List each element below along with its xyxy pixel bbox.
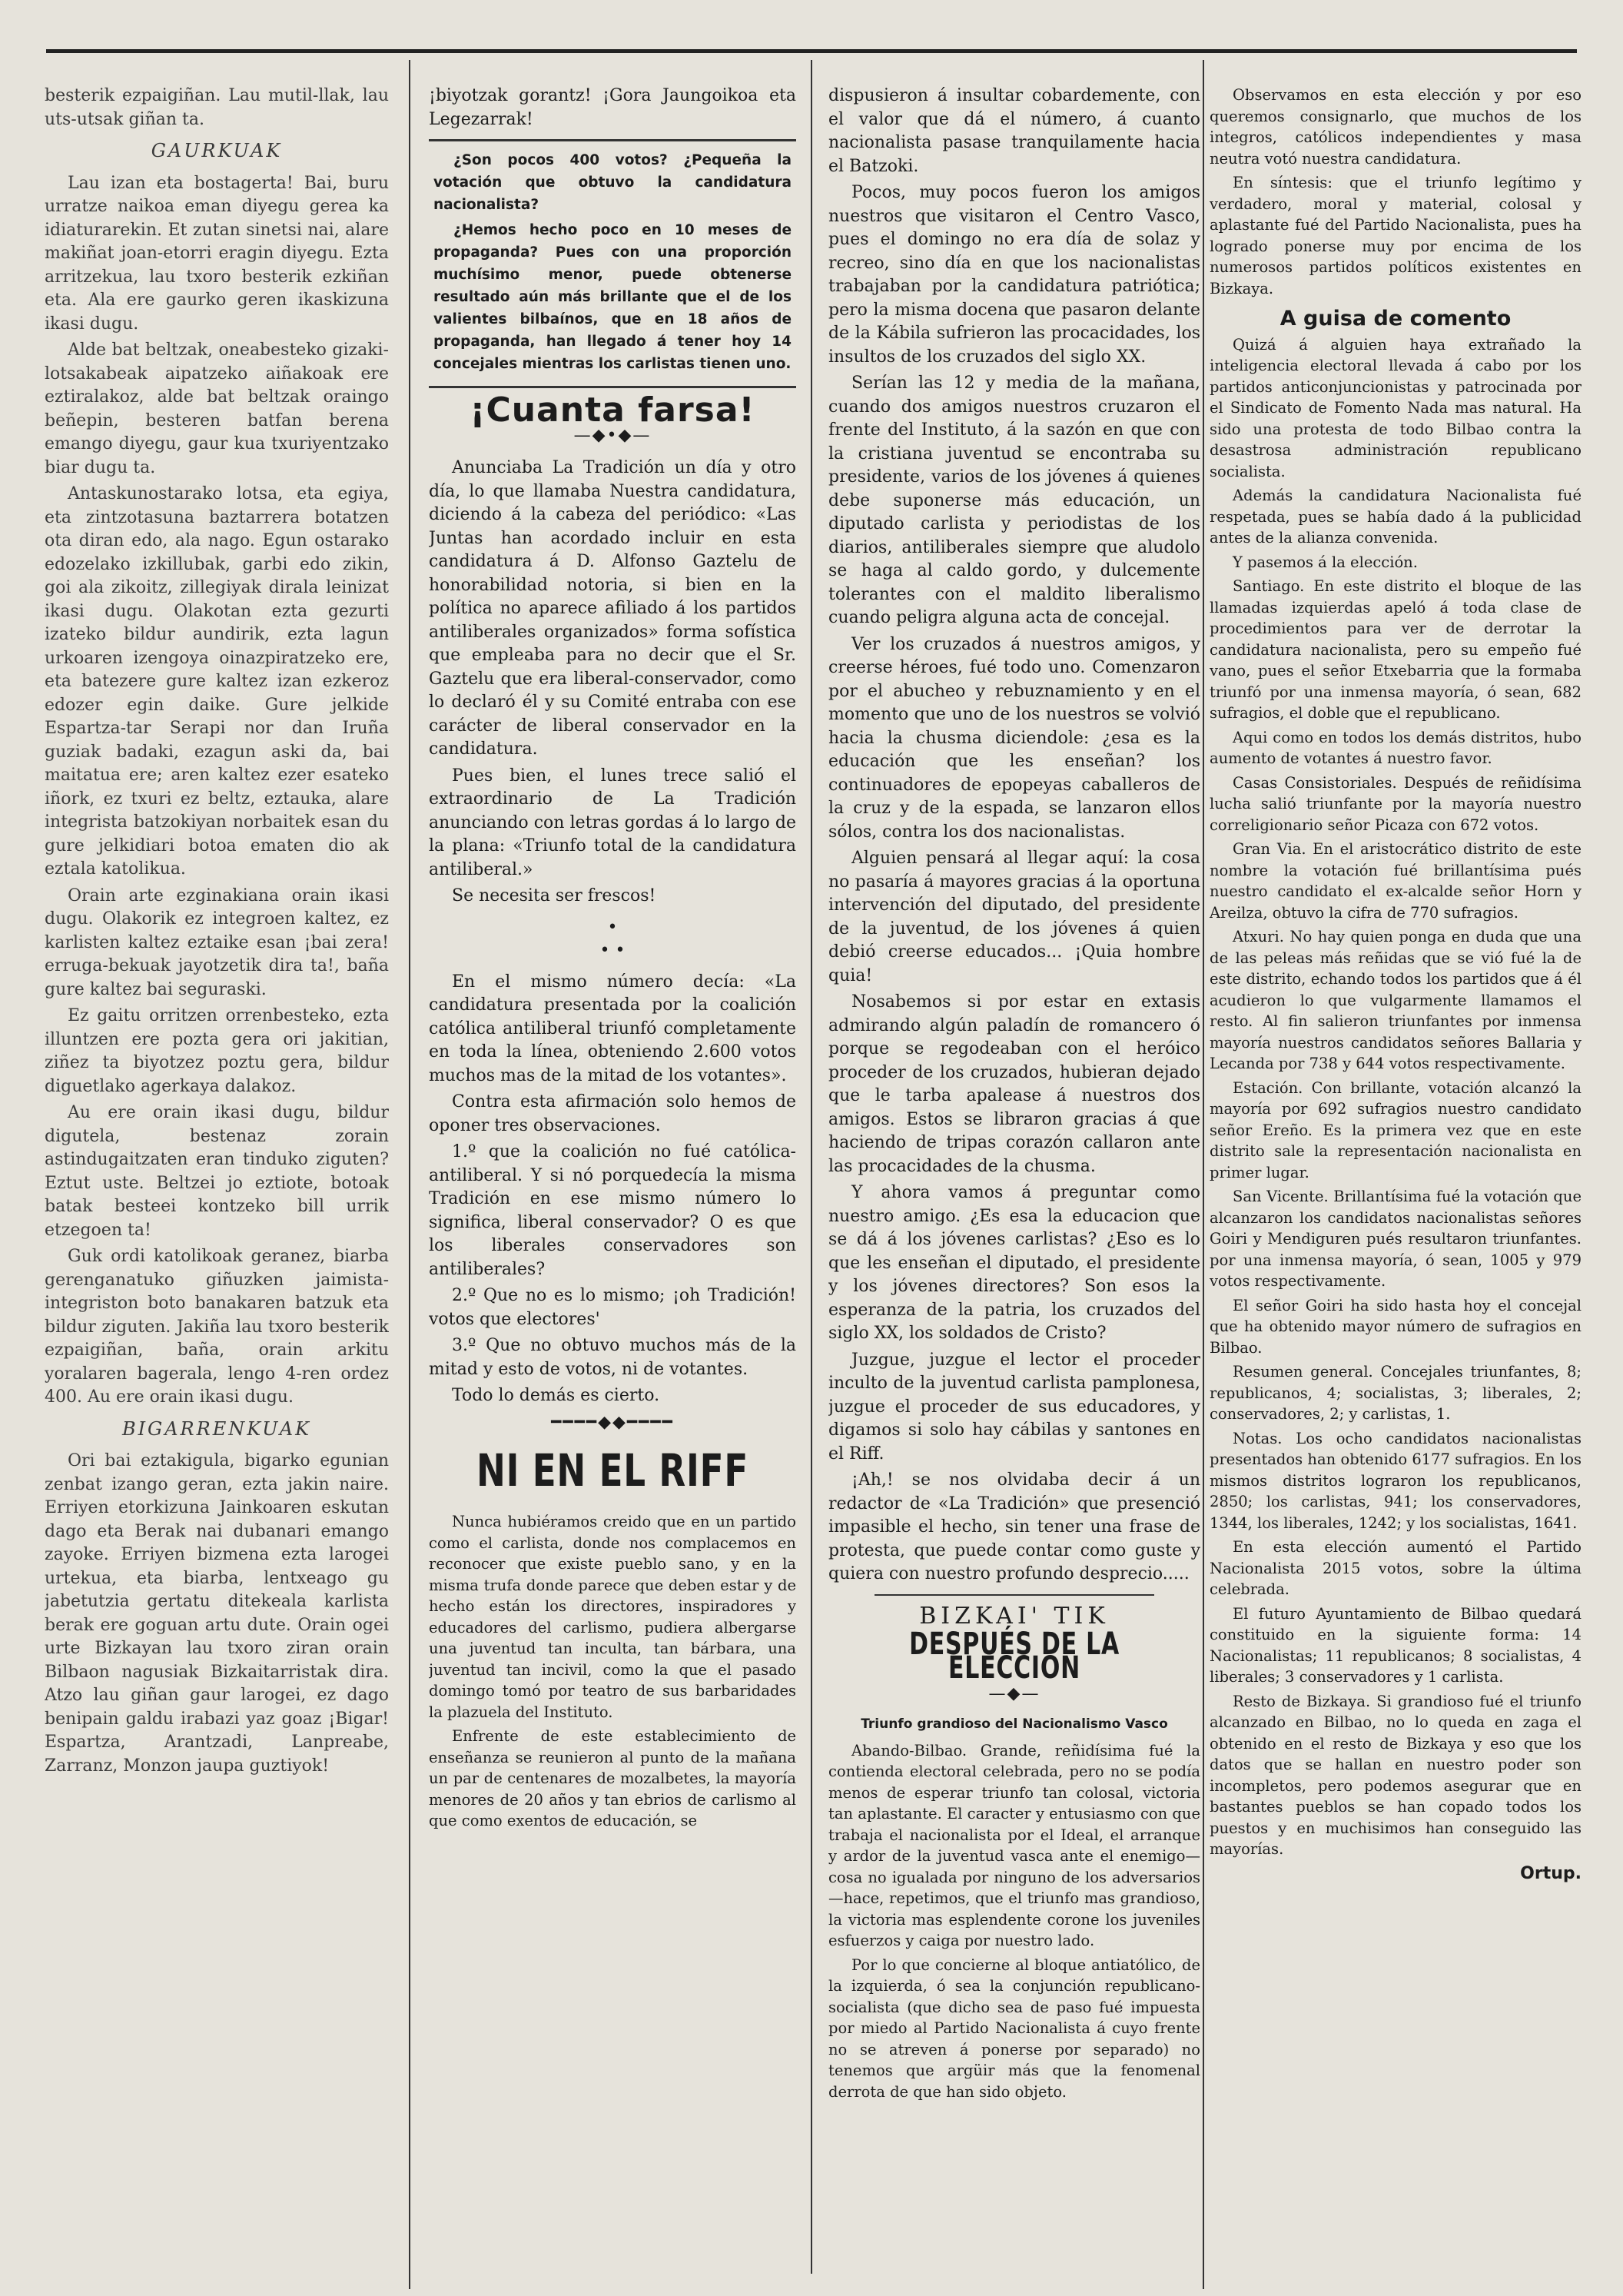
paragraph: ¿Son pocos 400 votos? ¿Pequeña la votación que obtuvo la candidatura nacionalista? — [433, 152, 792, 213]
paragraph: San Vicente. Brillantísima fué la votación que alcanzaron los candidatos nacionalistas señores Goiri y Mendiguren pués resultaron triunfantes. por una inmensa mayoría, ó sean, 1005 y 979 votos respectivamente. — [1210, 1188, 1582, 1290]
ornament: —◆•◆— — [573, 425, 652, 445]
signature: Ortup. — [1520, 1863, 1582, 1883]
paragraph: ¡Ah,! se nos olvidaba decir á un redactor de «La Tradición» que presenció impasible el hecho, sin tener una frase de protesta, que puede contar como guste y quiera con nuestro profundo desprecio..... — [828, 1470, 1200, 1583]
paragraph: Ori bai eztakigula, bigarko egunian zenbat izango geran, ezta jakin naire. Erriyen etorkizuna Jainkoaren eskutan dago eta Berak nai dubanari emango zayoke. Erriyen bizmena ezta larogei urtekua, eta biarba, lentxeago gu jabetutzia gertatu ditekeala karlista berak ere goguan artu dute. Orain ogei urte Bizkayan lau txoro ziran orain Bilbaon nagusiak Bizkaitarristak dira. Atzo lau giñan gaur larogei, ez dago benipain galdu irabazi yaz goaz ¡Bigar! Espartza, Arantzadi, Lanpreabe, Zarranz, Monzon jaupa guztiyok! — [45, 1451, 389, 1776]
article-subheadline: Triunfo grandioso del Nacionalismo Vasco — [861, 1716, 1168, 1732]
paragraph: Orain arte ezginakiana orain ikasi dugu. Olakorik ez integroen kaltez, ez karlisten kaltez eztaike esan ¡bai zera! erruga-bekuak jayotzetik dira ta!, baña gure kaltez bai seguraski. — [45, 886, 389, 999]
paragraph: Au ere orain ikasi dugu, bildur digutela, bestenaz zorain astindugaitzaten eran tinduko ziguten? Eztut uste. Beltzei jo eztiote, botoak batak besteei kontzeko bill urrik etzegoen ta! — [45, 1103, 389, 1240]
divider — [875, 1594, 1154, 1596]
paragraph: 3.º Que no obtuvo muchos más de la mitad y esto de votos, ni de votantes. — [429, 1336, 796, 1379]
paragraph: Gran Via. En el aristocrático distrito de este nombre la votación fué brillantísima pués nuestro candidato el ex-alcalde señor Horn y Areilza, obtuvo la cifra de 770 sufragios. — [1210, 840, 1582, 922]
column-1 — [45, 85, 389, 2268]
paragraph: Y pasemos á la elección. — [1233, 553, 1418, 571]
paragraph: Guk ordi katolikoak geranez, biarba gerenganatuko giñuzken jaimista-integriston boto banakaren batzuk eta bildur ziguten. Jakiña lau txoro besterik ezpaigiñan, baña, orain arkitu yoralaren bagerala, lengo 4-ren ordez 400. Au ere orain ikasi dugu. — [45, 1247, 389, 1407]
paragraph: Casas Consistoriales. Después de reñidísima lucha salió triunfante por la mayoría nuestro correligionario señor Picaza con 672 votos. — [1210, 773, 1582, 834]
paragraph: Se necesita ser frescos! — [452, 886, 656, 905]
paragraph: Observamos en esta elección y por eso queremos consignarlo, que muchos de los integros, católicos independientes y masa neutra votó nuestra candidatura. — [1210, 86, 1582, 168]
article-headline: NI EN EL RIFF — [476, 1444, 749, 1497]
paragraph: Notas. Los ocho candidatos nacionalistas presentados han obtenido 6177 sufragios. En los mismos distritos lograron los republicanos, 2850; los carlistas, 941; los conservadores, 1344, los liberales, 1242; y los socialistas, 1641. — [1210, 1429, 1582, 1532]
paragraph: Pues bien, el lunes trece salió el extraordinario de La Tradición anunciando con letras gordas á lo largo de la plana: «Triunfo total de la candidatura antiliberal.» — [429, 766, 796, 879]
paragraph: besterik ezpaigiñan. Lau mutil-llak, lau uts-utsak giñan ta. — [45, 86, 389, 129]
paragraph: Abando-Bilbao. Grande, reñidísima fué la contienda electoral celebrada, pero no se podía menos de esperar triunfo tan colosal, victoria tan aplastante. El caracter y entusiasmo con que trabaja el nacionalista por el Ideal, el arranque y ardor de la juventud vasca ante el enemigo—cosa no igualada por ninguno de los adversarios—hace, repetimos, que el triunfo mas grandioso, la victoria mas esplendente corone los juveniles esfuerzos y caiga por nuestro lado. — [828, 1741, 1200, 1949]
paragraph: Y ahora vamos á preguntar como nuestro amigo. ¿Es esa la educacion que se dá á los jóvenes carlistas? ¿Eso es lo que les enseñan el diputado, el presidente y los jóvenes directores? Son esos la esperanza de la patria, los cruzados del siglo XX, los soldados de Cristo? — [828, 1183, 1200, 1343]
paragraph: En esta elección aumentó el Partido Nacionalista 2015 votos, sobre la última celebrada. — [1210, 1538, 1582, 1598]
paragraph: El señor Goiri ha sido hasta hoy el concejal que ha obtenido mayor número de sufragios en Bilbao. — [1210, 1296, 1582, 1357]
paragraph: Quizá á alguien haya extrañado la inteligencia electoral llevada á cabo por los partidos anticonjuncionistas y patrocinada por el Sindicato de Fomento Nada mas natural. Ha sido una protesta de todo Bilbao contra la desastrosa administración republicano socialista. — [1210, 335, 1582, 480]
paragraph: Alde bat beltzak, oneabesteko gizaki-lotsakabeak aipatzeko aiñakoak ere eztiralakoz, alde bat beltzak oraingo beñepin, besteren batfan berena emango diyegu, gaur kua txuriyentzako biar dugu ta. — [45, 341, 389, 477]
paragraph: Contra esta afirmación solo hemos de oponer tres observaciones. — [429, 1092, 796, 1135]
paragraph: Lau izan eta bostagerta! Bai, buru urratze naikoa eman diyegu gerea ka idiaturarekin. Et zutan sinetsi nai, alare makiñat joan-etorri eragin diyegu. Ezta arritzekua, lau txoro besterik ezkiñan eta. Ala ere gaurko geren ikaskizuna ikasi dugu. — [45, 173, 389, 334]
paragraph: Serían las 12 y media de la mañana, cuando dos amigos nuestros cruzaron el frente del Instituto, á la sazón en que con la cristiana juventud se encontraba su presidente, varios de los jóvenes á quienes debe suponerse más educación, un diputado carlista y periodistas de los diarios, antiliberales siempre que aludolo se haga al caldo gordo, y dulcemente tolerantes con el maldito liberalismo cuando peligra alguna acta de concejal. — [828, 374, 1200, 627]
paragraph: Resto de Bizkaya. Si grandioso fué el triunfo alcanzado en Bilbao, no lo queda en zaga el obtenido en el resto de Bizkaya y eso que los datos que se hallan en nuestro poder son incompletos, pero podemos asegurar que en bastantes pueblos se han copado todos los puestos y en muchisimos han conseguido las mayorías. — [1210, 1692, 1582, 1858]
section-heading: BIGARRENKUAK — [121, 1417, 312, 1440]
column-rule — [409, 60, 410, 2289]
paragraph: Nosabemos si por estar en extasis admirando algún paladín de romancero ó porque se regodeaban con el heróico proceder de los cruzados, hubieran dejado que le tarba apalease á nuestros dos amigos. Estos se libraron gracias á que haciendo de tripas corazón callaron ante las procacidades de la chusma. — [828, 992, 1200, 1176]
paragraph: En el mismo número decía: «La candidatura presentada por la coalición católica antiliberal triunfó completamente en toda la línea, obteniendo 2.600 votos muchos mas de la mitad de los votantes». — [429, 972, 796, 1085]
article-headline: DESPUÉS DE LA ELECCIÓN — [909, 1626, 1120, 1686]
paragraph: Ver los cruzados á nuestros amigos, y creerse héroes, fué todo uno. Comenzaron por el abucheo y rebuznamiento y en el momento que uno de los nuestros se volvió hacia la chusma diciendole: ¿esa es la educación que les enseñan? los continuadores de epopeyas caballeros de la cruz y de la espada, se lanzaron ellos sólos, contra los dos nacionalistas. — [828, 634, 1200, 842]
paragraph: Resumen general. Concejales triunfantes, 8; republicanos, 4; socialistas, 3; liberales, 2; conservadores, 2; y carlistas, 1. — [1210, 1363, 1582, 1423]
article-headline: ¡Cuanta farsa! — [470, 390, 755, 430]
paragraph: Santiago. En este distrito el bloque de las llamadas izquierdas apeló á toda clase de procedimientos para ver de derrotar la candidatura nacionalista, pero su empeño fué vano, pues el señor Etxebarria que la formaba triunfó por una inmensa mayoría, ó sean, 682 sufragios, el doble que el republicano. — [1210, 577, 1582, 722]
column-4 — [1210, 85, 1582, 2260]
paragraph: Por lo que concierne al bloque antiatólico, de la izquierda, ó sea la conjunción republicano-socialista (que dicho sea de paso fué impuesta por miedo al Partido Nacionalista á cuyo frente no se atreven á ponerse por separado) no tenemos que argüir más que la fenomenal derrota de que han sido objeto. — [828, 1955, 1200, 2101]
section-heading: A guisa de comento — [1279, 307, 1512, 331]
section-heading: GAURKUAK — [151, 140, 283, 161]
paragraph: Además la candidatura Nacionalista fué respetada, pues se había dado á la publicidad antes de la alianza convenida. — [1210, 487, 1582, 547]
paragraph: Todo lo demás es cierto. — [452, 1386, 660, 1405]
paragraph: Pocos, muy pocos fueron los amigos nuestros que visitaron el Centro Vasco, pues el domingo no era día de solaz y recreo, sino día en que los nacionalistas trabajaban por la candidatura patriótica; pero la misma docena que pasaron delante de la Kábila sufrieron las procacidades, los insultos de los cruzados del siglo XX. — [828, 183, 1200, 367]
paragraph: dispusieron á insultar cobardemente, con el valor que dá el número, á cuanto nacionalista pasase tranquilamente hacia el Batzoki. — [828, 86, 1200, 176]
column-3 — [828, 85, 1200, 2237]
paragraph: El futuro Ayuntamiento de Bilbao quedará constituido en la siguiente forma: 14 Nacionalistas; 11 republicanos; 8 socialistas, 4 liberales; 3 conservadores y 1 carlista. — [1210, 1604, 1582, 1686]
column-rule — [1203, 60, 1204, 2289]
paragraph: Estación. Con brillante, votación alcanzó la mayoría por 692 sufragios nuestro candidato señor Ereño. Es la primera vez que en este distrito sale la representación nacionalista en primer lugar. — [1210, 1078, 1582, 1181]
column-2 — [429, 85, 796, 2275]
column-rule — [811, 60, 812, 2274]
paragraph: Alguien pensará al llegar aquí: la cosa no pasaría á mayores gracias á la oportuna intervención del diputado, del presidente de la juventud, de los jóvenes á quien debió creerse educados... ¡Quia hombre quia! — [828, 849, 1200, 985]
paragraph: En síntesis: que el triunfo legítimo y verdadero, moral y material, colosal y aplastante fué del Partido Nacionalista, pues ha logrado ponerse muy por encima de los numerosos partidos políticos existentes en Bizkaya. — [1210, 174, 1582, 297]
top-rule — [46, 49, 1577, 53]
ornament: • • • — [599, 917, 626, 960]
paragraph: 1.º que la coalición no fué católica-antiliberal. Y si nó porquedecía la misma Tradición en ese mismo número lo significa, liberal conservador? O es que los liberales conservadores son antiliberales? — [429, 1142, 796, 1279]
paragraph: Atxuri. No hay quien ponga en duda que una de las peleas más reñidas que se vió fué la de este distrito, echando todos los partidos que á él acudieron lo que vulgarmente llamamos el resto. Al fin salieron triunfantes por inmensa mayoría nuestros candidatos señores Ballaria y Lecanda por 738 y 644 votos respectivamente. — [1210, 928, 1582, 1072]
paragraph: Aqui como en todos los demás distritos, hubo aumento de votantes á nuestro favor. — [1210, 728, 1582, 767]
paragraph: ¿Hemos hecho poco en 10 meses de propaganda? Pues con una proporción muchísimo menor, puede obtenerse resultado aún más brillante que el de los valientes bilbaínos, que en 18 años de propaganda, han llegado á tener hoy 14 concejales mientras los carlistas tienen uno. — [433, 222, 792, 372]
paragraph: Nunca hubiéramos creido que en un partido como el carlista, donde nos complacemos en reconocer que existe pueblo sano, y en la misma trufa donde parece que deben estar y de hecho están los directores, inspiradores y educadores del carlismo, pudiera albergarse una juventud tan inculta, tan bárbara, una juventud tan incivil, como la que el pasado domingo tomó por teatro de sus barbaridades la plazuela del Instituto. — [429, 1513, 796, 1721]
paragraph: Juzgue, juzgue el lector el proceder inculto de la juventud carlista pamplonesa, juzgue el proceder de sus educadores, y digamos si solo hay cábilas y santones en el Riff. — [828, 1350, 1200, 1464]
ornament: —◆— — [988, 1684, 1041, 1703]
paragraph: Ez gaitu orritzen orrenbesteko, ezta illuntzen ere pozta gera ori jakitian, ziñez ta biyotzez poztu gera, bildur diguetlako agerkaya dalakoz. — [45, 1006, 389, 1096]
ornament: ━━━━◆◆━━━━ — [551, 1412, 674, 1432]
paragraph: Antaskunostarako lotsa, eta egiya, eta zintzotasuna baztarrera botatzen ota diran edo, ala nago. Egun ostarako edozelako izkillubak, garbi edo zikin, goi ala zikoitz, zillegiyak dirala leinizat ikasi dugu. Olakotan ezta gezurti izateko bildur aundirik, ezta lagun urkoaren izengoya oinazpiratzeko ere, eta batezere gure kaltez izan ezkeroz edozer egin daike. Gure jelkide Espartza-tar Serapi nor dan Iruña guziak badaki, ezagun aski da, bai maitatua ere; aren kaltez ezer esateko iñork, ez txuri ez beltz, eztauka, alare integrista batzokiyan norbaitek esan du gure jelkidiari botoa ematen dio ak eztala katolikua. — [45, 484, 389, 879]
paragraph: Anunciaba La Tradición un día y otro día, lo que llamaba Nuestra candidatura, diciendo á la cabeza del periódico: «Las Juntas han acordado incluir en esta candidatura á D. Alfonso Gaztelu de honorabilidad notoria, si bien en la política no aparece afiliado á los partidos antiliberales organizados» forma sofística que empleaba para no decir que el Sr. Gaztelu que era liberal-conservador, como lo declaró él y su Comité entraba con ese carácter de liberal conservador en la candidatura. — [429, 458, 796, 759]
boxed-note — [429, 139, 796, 388]
paragraph: 2.º Que no es lo mismo; ¡oh Tradición! votos que electores' — [429, 1286, 796, 1329]
paragraph: Enfrente de este establecimiento de enseñanza se reunieron al punto de la mañana un par de centenares de mozalbetes, la mayoría menores de 20 años y tan ebrios de carlismo al que como exentos de educación, se — [429, 1727, 796, 1829]
section-kicker: BIZKAI' TIK — [919, 1602, 1110, 1630]
paragraph: ¡biyotzak gorantz! ¡Gora Jaungoikoa eta Legezarrak! — [429, 86, 796, 129]
